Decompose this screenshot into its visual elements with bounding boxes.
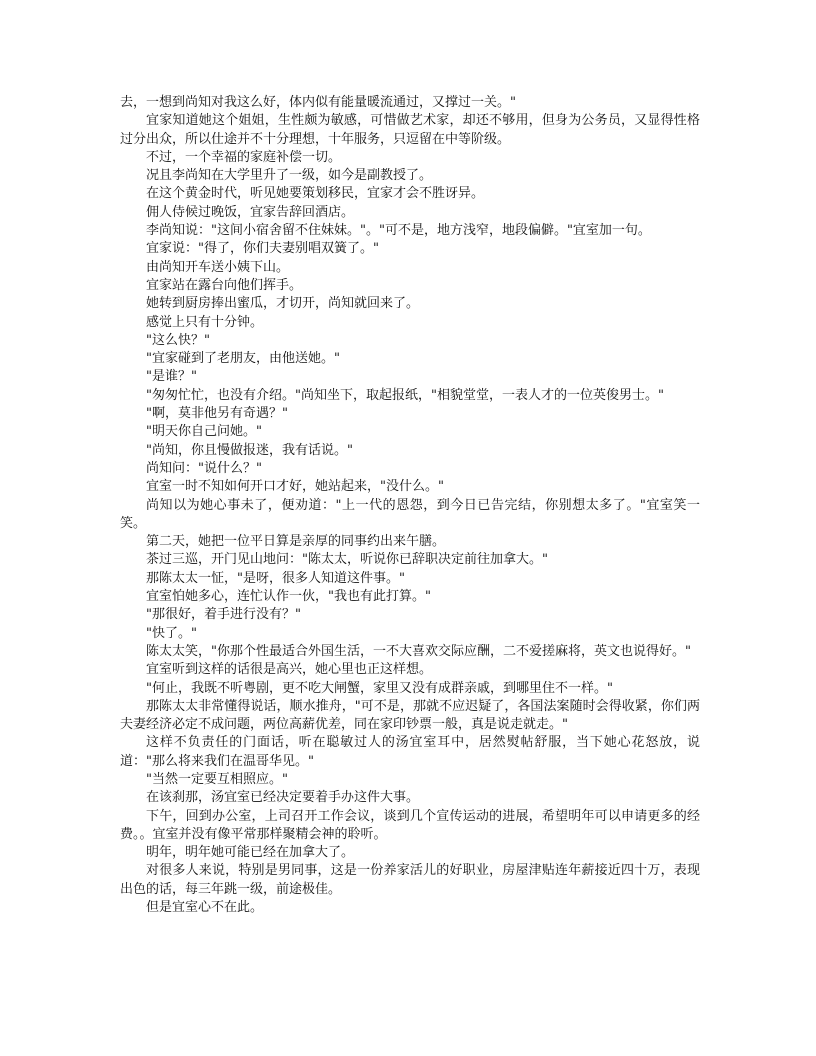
paragraph: 宜室听到这样的话很是高兴，她心里也正这样想。 (146, 662, 433, 678)
paragraph: 这样不负责任的门面话，听在聪敏过人的汤宜室耳中，居然熨帖舒服，当下她心花怒放，说道："那么将来我们在温哥华见。" (120, 735, 700, 769)
paragraph: 李尚知说："这间小宿舍留不住妹妹。"。"可不是，地方浅窄，地段偏僻。"宜室加一句。 (146, 223, 651, 239)
paragraph: 陈太太笑，"你那个性最适合外国生活，一不大喜欢交际应酬，二不爱搓麻将，英文也说得好。" (146, 643, 691, 659)
paragraph: 尚知问："说什么？" (146, 460, 262, 476)
paragraph: 不过，一个幸福的家庭补偿一切。 (146, 149, 342, 165)
paragraph: 第二天，她把一位平日算是亲厚的同事约出来午膳。 (146, 534, 446, 550)
paragraph: 宜家说："得了，你们夫妻别唱双簧了。" (146, 241, 379, 257)
paragraph: 宜室怕她多心，连忙认作一伙，"我也有此打算。" (146, 589, 431, 605)
paragraph: 况且李尚知在大学里升了一级，如今是副教授了。 (146, 168, 433, 184)
paragraph: 尚知以为她心事未了，便劝道："上一代的恩怨，到今日已告完结，你别想太多了。"宜室笑一笑。 (120, 497, 700, 531)
paragraph: "是谁？" (146, 369, 197, 385)
paragraph: "那很好，着手进行没有？" (146, 607, 301, 623)
paragraph: 下午，回到办公室，上司召开工作会议，谈到几个宣传运动的进展，希望明年可以申请更多的经费。。宜室并没有像平常那样聚精会神的聆听。 (120, 808, 700, 842)
paragraph: "这么快？" (146, 332, 210, 348)
paragraph: 在这个黄金时代，听见她要策划移民，宜家才会不胜讶异。 (146, 186, 485, 202)
paragraph: 由尚知开车送小姨下山。 (146, 259, 290, 275)
paragraph: 那陈太太非常懂得说话，顺水推舟，"可不是，那就不应迟疑了，各国法案随时会得收紧，你们两夫妻经济必定不成问题，两位高薪优差，同在家印钞票一般，真是说走就走。" (120, 698, 700, 733)
paragraph: "当然一定要互相照应。" (146, 771, 288, 787)
paragraph: "何止，我既不听粤剧，更不吃大闸蟹，家里又没有成群亲戚，到哪里住不一样。" (146, 680, 613, 696)
paragraph: 在该刹那，汤宜室已经决定要着手办这件大事。 (146, 790, 420, 806)
paragraph: 感觉上只有十分钟。 (146, 314, 264, 330)
paragraph: 去，一想到尚知对我这么好，体内似有能量暖流通过，又撑过一关。" (120, 95, 516, 110)
paragraph: "明天你自己问她。" (146, 424, 262, 440)
paragraph: 宜家知道她这个姐姐，生性颇为敏感，可惜做艺术家，却还不够用，但身为公务员，又显得性格过分出众，所以仕途并不十分理想，十年服务，只逗留在中等阶级。 (120, 113, 700, 147)
paragraph: 对很多人来说，特别是男同事，这是一份养家活儿的好职业，房屋津贴连年薪接近四十万，表现出色的话，每三年跳一级，前途极佳。 (120, 863, 700, 897)
paragraph: "快了。" (146, 625, 197, 641)
paragraph: 明年，明年她可能已经在加拿大了。 (146, 845, 355, 861)
paragraph: 宜家站在露台向他们挥手。 (146, 277, 303, 293)
paragraph: 佣人侍候过晚饭，宜家告辞回酒店。 (146, 204, 355, 220)
paragraph: "宜家碰到了老朋友，由他送她。" (146, 351, 340, 367)
document-page (120, 94, 700, 917)
paragraph: 她转到厨房捧出蜜瓜，才切开，尚知就回来了。 (146, 296, 420, 312)
paragraph: "啊，莫非他另有奇遇？" (146, 406, 288, 422)
paragraph: 但是宜室心不在此。 (146, 900, 264, 916)
paragraph: 宜室一时不知如何开口才好，她站起来，"没什么。" (146, 479, 444, 495)
paragraph: "匆匆忙忙，也没有介绍。"尚知坐下，取起报纸，"相貌堂堂，一表人才的一位英俊男士。" (146, 387, 664, 403)
paragraph: "尚知，你且慢做报迷，我有话说。" (146, 442, 353, 458)
paragraph: 那陈太太一怔，"是呀，很多人知道这件事。" (146, 570, 405, 586)
paragraph: 茶过三巡，开门见山地问："陈太太，听说你已辞职决定前往加拿大。" (146, 552, 548, 568)
